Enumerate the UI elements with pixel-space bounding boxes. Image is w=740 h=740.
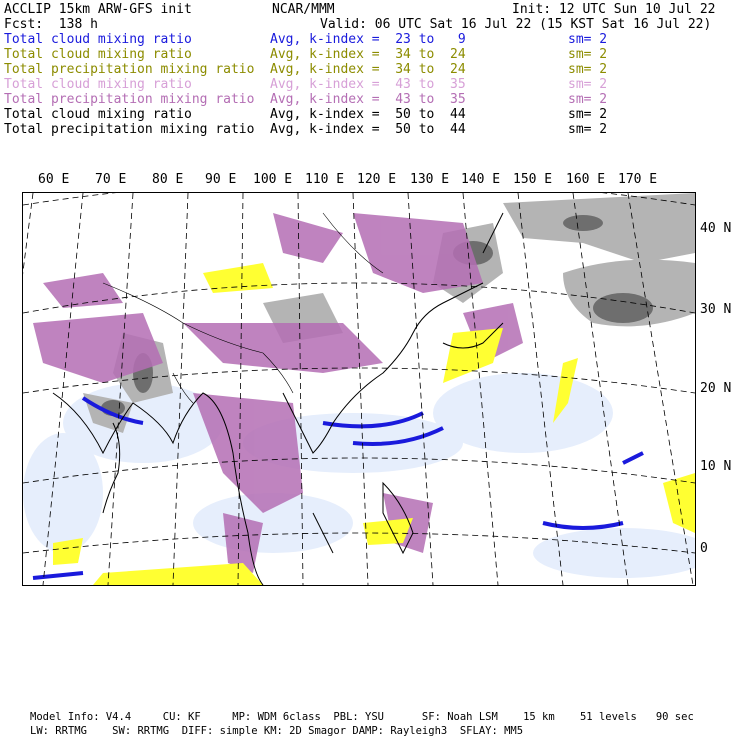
latitude-label: 10 N	[700, 459, 732, 474]
field-kindex: Avg, k-index = 43 to 35	[270, 77, 466, 92]
field-smoothing: sm= 2	[568, 62, 608, 77]
longitude-label: 80 E	[152, 172, 184, 187]
field-kindex: Avg, k-index = 50 to 44	[270, 122, 466, 137]
longitude-label: 110 E	[305, 172, 345, 187]
field-name: Total precipitation mixing ratio	[4, 122, 255, 137]
model-title: ACCLIP 15km ARW-GFS init	[4, 2, 192, 17]
longitude-label: 170 E	[618, 172, 658, 187]
latitude-label: 40 N	[700, 221, 732, 236]
field-kindex: Avg, k-index = 50 to 44	[270, 107, 466, 122]
field-kindex: Avg, k-index = 34 to 24	[270, 47, 466, 62]
model-info-line-1: Model Info: V4.4 CU: KF MP: WDM 6class PBL: YSU SF: Noah LSM 15 km 51 levels 90 sec	[30, 711, 694, 723]
field-kindex: Avg, k-index = 43 to 35	[270, 92, 466, 107]
longitude-label: 60 E	[38, 172, 70, 187]
latitude-label: 30 N	[700, 302, 732, 317]
field-smoothing: sm= 2	[568, 47, 608, 62]
longitude-label: 100 E	[253, 172, 293, 187]
longitude-label: 150 E	[513, 172, 553, 187]
field-smoothing: sm= 2	[568, 92, 608, 107]
field-smoothing: sm= 2	[568, 77, 608, 92]
longitude-label: 120 E	[357, 172, 397, 187]
field-name: Total cloud mixing ratio	[4, 32, 192, 47]
map-panel	[22, 192, 696, 586]
field-name: Total precipitation mixing ratio	[4, 92, 255, 107]
field-name: Total cloud mixing ratio	[4, 107, 192, 122]
field-smoothing: sm= 2	[568, 107, 608, 122]
forecast-hour: Fcst: 138 h	[4, 17, 98, 32]
latitude-label: 0	[700, 541, 708, 556]
center-label: NCAR/MMM	[272, 2, 335, 17]
longitude-label: 70 E	[95, 172, 127, 187]
field-name: Total precipitation mixing ratio	[4, 62, 255, 77]
model-info-line-2: LW: RRTMG SW: RRTMG DIFF: simple KM: 2D Smagor DAMP: Rayleigh3 SFLAY: MM5	[30, 725, 524, 737]
init-time: Init: 12 UTC Sun 10 Jul 22	[512, 2, 716, 17]
map-svg	[23, 193, 695, 585]
longitude-label: 140 E	[461, 172, 501, 187]
field-smoothing: sm= 2	[568, 32, 608, 47]
longitude-label: 90 E	[205, 172, 237, 187]
field-kindex: Avg, k-index = 23 to 9	[270, 32, 466, 47]
field-name: Total cloud mixing ratio	[4, 47, 192, 62]
field-name: Total cloud mixing ratio	[4, 77, 192, 92]
longitude-label: 130 E	[410, 172, 450, 187]
valid-time: Valid: 06 UTC Sat 16 Jul 22 (15 KST Sat 16 Jul 22)	[320, 17, 712, 32]
latitude-label: 20 N	[700, 381, 732, 396]
field-smoothing: sm= 2	[568, 122, 608, 137]
longitude-label: 160 E	[566, 172, 606, 187]
field-kindex: Avg, k-index = 34 to 24	[270, 62, 466, 77]
